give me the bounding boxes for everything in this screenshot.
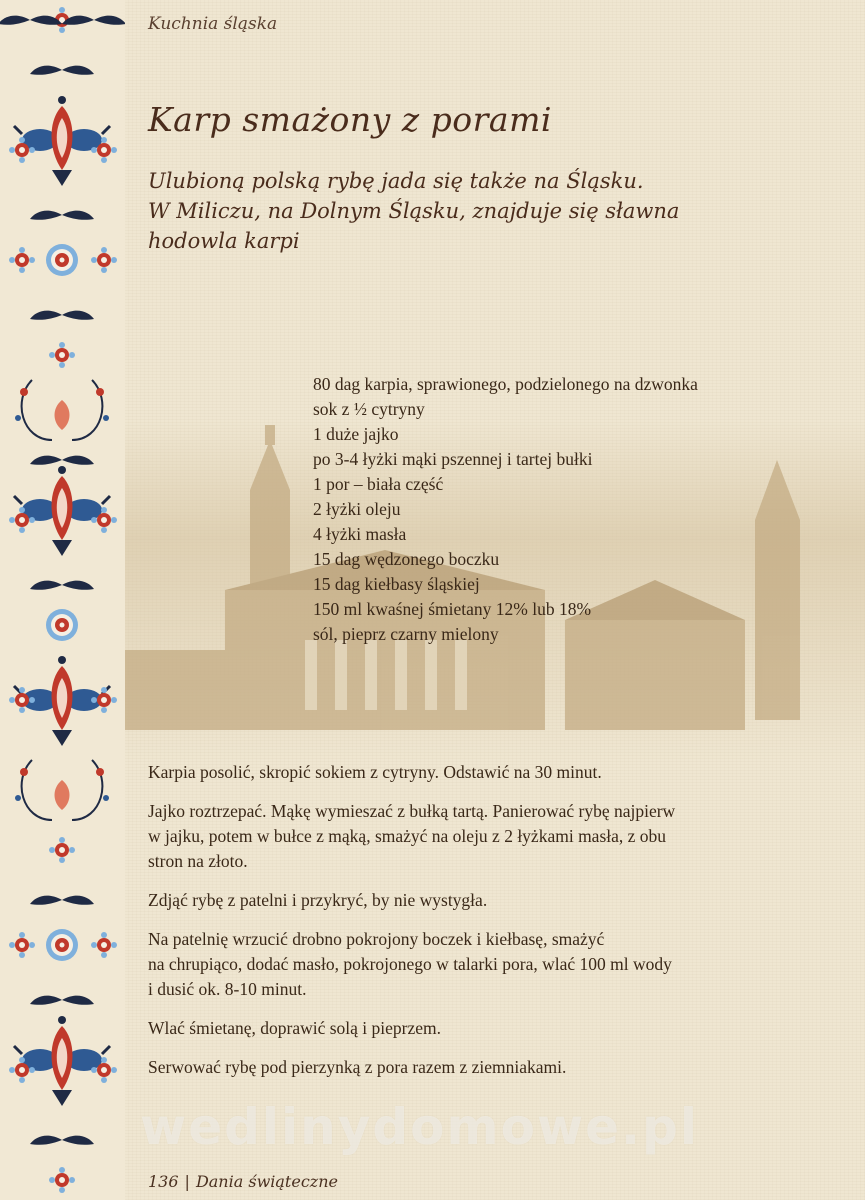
step-line: Zdjąć rybę z patelni i przykryć, by nie wystygła. [148, 890, 488, 910]
ingredient-list [313, 372, 698, 647]
footer-separator: | [184, 1172, 190, 1191]
step-line: Serwować rybę pod pierzynką z pora razem z ziemniakami. [148, 1057, 567, 1077]
step-line: stron na złoto. [148, 851, 248, 871]
step-line: Jajko roztrzepać. Mąkę wymieszać z bułką tartą. Panierować rybę najpierw [148, 801, 676, 821]
ingredient-item: po 3-4 łyżki mąki pszennej i tartej bułki [313, 449, 593, 469]
ingredient-item: 1 duże jajko [313, 424, 399, 444]
step-paragraph [148, 1016, 828, 1041]
ingredient-item: sok z ½ cytryny [313, 399, 425, 419]
step-paragraph [148, 927, 828, 1002]
step-line: Karpia posolić, skropić sokiem z cytryny. Odstawić na 30 minut. [148, 762, 602, 782]
step-paragraph [148, 799, 828, 874]
step-paragraph [148, 888, 828, 913]
ingredient-item: 15 dag wędzonego boczku [313, 549, 500, 569]
recipe-title: Karp smażony z porami [148, 100, 552, 139]
step-line: Na patelnię wrzucić drobno pokrojony boczek i kiełbasę, smażyć [148, 929, 605, 949]
folk-border [0, 0, 125, 1200]
ingredient-item: 4 łyżki masła [313, 524, 407, 544]
subtitle-line: hodowla karpi [148, 229, 300, 253]
step-line: i dusić ok. 8-10 minut. [148, 979, 307, 999]
step-line: w jajku, potem w bułce z mąką, smażyć na oleju z 2 łyżkami masła, z obu [148, 826, 667, 846]
section-header: Kuchnia śląska [148, 14, 278, 34]
step-line: na chrupiąco, dodać masło, pokrojonego w talarki pora, wlać 100 ml wody [148, 954, 672, 974]
ingredient-item: sól, pieprz czarny mielony [313, 624, 499, 644]
chapter-name: Dania świąteczne [195, 1172, 338, 1191]
page-number: 136 [148, 1172, 179, 1191]
ingredient-item: 1 por – biała część [313, 474, 444, 494]
watermark: wedlinydomowe.pl [140, 1098, 699, 1156]
ingredient-item: 80 dag karpia, sprawionego, podzielonego na dzwonka [313, 374, 698, 394]
ingredient-item: 2 łyżki oleju [313, 499, 401, 519]
folk-ornament-icon [0, 0, 125, 1200]
subtitle-line: Ulubioną polską rybę jada się także na Śląsku. [148, 169, 644, 193]
ingredient-item: 150 ml kwaśnej śmietany 12% lub 18% [313, 599, 592, 619]
page-footer [148, 1172, 338, 1191]
ingredient-item: 15 dag kiełbasy śląskiej [313, 574, 480, 594]
step-line: Wlać śmietanę, doprawić solą i pieprzem. [148, 1018, 442, 1038]
step-paragraph [148, 760, 828, 785]
subtitle-line: W Miliczu, na Dolnym Śląsku, znajduje się sławna [148, 199, 680, 223]
preparation-steps [148, 760, 828, 1094]
step-paragraph [148, 1055, 828, 1080]
recipe-subtitle [148, 166, 848, 256]
